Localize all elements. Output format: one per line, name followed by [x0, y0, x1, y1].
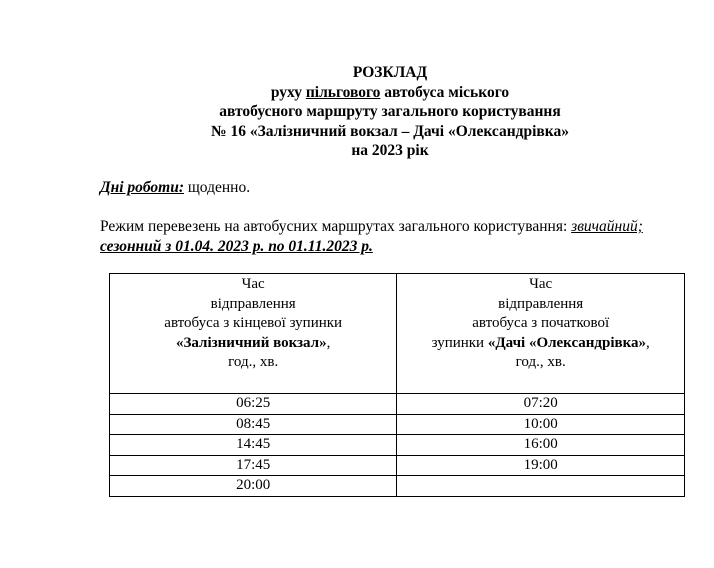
terminal-departure-time: 20:00: [110, 476, 397, 497]
header-1-stop-name: «Залізничний вокзал»: [176, 334, 327, 351]
table-row: [110, 394, 685, 415]
header-1-stop: [110, 334, 396, 354]
title-line-2: [0, 83, 714, 103]
title-line-2-underlined: пільгового: [305, 83, 381, 101]
start-departure-time: 07:20: [397, 394, 685, 415]
header-2-stop: [397, 334, 684, 354]
work-days-value: щоденно.: [184, 179, 251, 196]
header-1-line-3: автобуса з кінцевої зупинки: [164, 315, 343, 331]
transport-mode-line-1: [100, 217, 643, 237]
start-departure-time: 19:00: [397, 455, 685, 476]
transport-mode-normal: звичайний;: [571, 218, 643, 235]
transport-mode-seasonal: сезонний з 01.04. 2023 р. по 01.11.2023 р.: [100, 238, 373, 255]
terminal-departure-time: 08:45: [110, 414, 397, 435]
header-1-line-2: відправлення: [210, 295, 296, 312]
transport-mode-line-2: [100, 237, 643, 257]
header-2-stop-suffix: ,: [646, 334, 650, 351]
terminal-departure-time: 14:45: [110, 435, 397, 456]
header-1-stop-suffix: ,: [326, 334, 331, 351]
transport-mode-label: Режим перевезень на автобусних маршрутах загального користування:: [100, 218, 572, 235]
title-route: № 16 «Залізничний вокзал – Дачі «Олександрівка»: [211, 122, 569, 140]
work-days: [100, 178, 250, 198]
header-2-line-2: відправлення: [498, 295, 584, 312]
header-2-stop-name: «Дачі «Олександрівка»: [487, 334, 647, 351]
title-heading: РОЗКЛАД: [352, 64, 428, 81]
start-departure-time: [397, 476, 685, 497]
start-departure-time: 10:00: [397, 414, 685, 435]
title-line-3: автобусного маршруту загального користування: [219, 103, 561, 120]
work-days-label: Дні роботи:: [100, 179, 184, 196]
table-row: [110, 476, 685, 497]
table-header-row: [110, 274, 685, 394]
title-line-2-suffix: автобуса міського: [380, 83, 510, 101]
header-2-units: год., хв.: [515, 354, 566, 370]
start-departure-time: 16:00: [397, 435, 685, 456]
terminal-departure-time: 06:25: [110, 394, 397, 415]
table-row: [110, 414, 685, 435]
header-1-line-1: Час: [241, 276, 265, 292]
table-row: [110, 435, 685, 456]
document-title: [0, 63, 714, 161]
header-2-line-3: автобуса з початкової: [472, 315, 610, 331]
header-1-units: год., хв.: [228, 354, 279, 370]
schedule-table: [109, 273, 685, 497]
header-2-line-1: Час: [529, 276, 553, 292]
transport-mode: [100, 217, 643, 257]
terminal-departure-time: 17:45: [110, 455, 397, 476]
title-year: на 2023 рік: [351, 142, 429, 159]
table-row: [110, 455, 685, 476]
header-2-stop-prefix: зупинки: [431, 334, 488, 351]
header-departure-from-terminal: [110, 274, 397, 394]
title-line-2-prefix: руху: [270, 83, 306, 101]
header-departure-from-start: [397, 274, 685, 394]
